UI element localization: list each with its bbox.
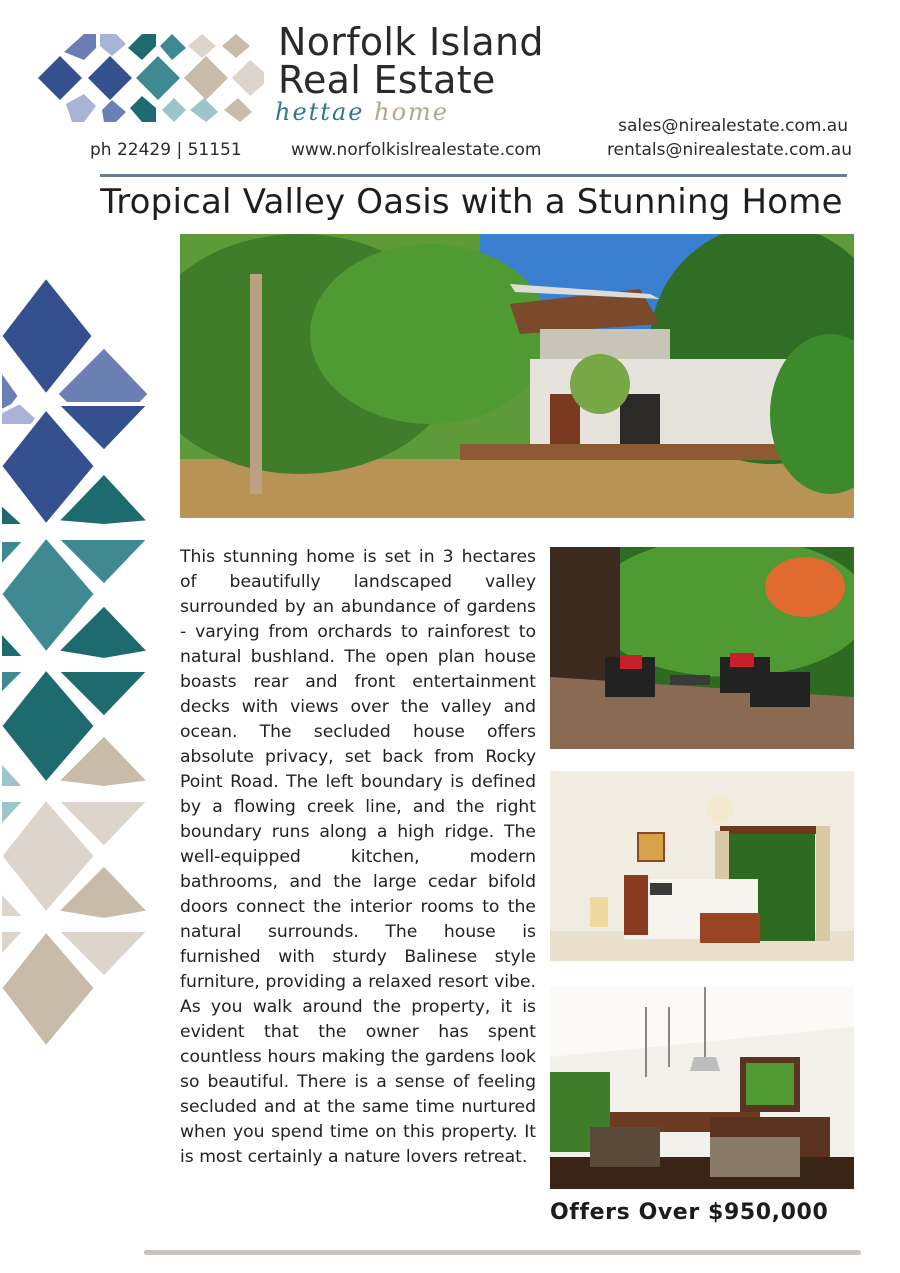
logo-mosaic-icon — [36, 32, 266, 124]
price-label: Offers Over $950,000 — [550, 1200, 829, 1225]
phone-number: ph 22429 | 51151 — [90, 140, 242, 160]
hero-house-photo — [180, 234, 854, 518]
header-divider — [100, 174, 847, 177]
footer-divider — [144, 1250, 861, 1255]
website-link[interactable]: www.norfolkislrealestate.com — [291, 140, 542, 160]
listing-description: This stunning home is set in 3 hectares of beautifully landscaped valley surrounded by an abundance of gardens - varying from orchards to rainforest to natural bushland. The open plan house boasts rear and front entertainment decks with views over the valley and ocean. The secluded house offers absolute privacy, set back from Rocky Point Road. The left boundary is defined by a flowing creek line, and the right boundary runs along a high ridge. The well-equipped kitchen, modern bathrooms, and the large cedar bifold doors connect the interior rooms to the natural surrounds. The house is furnished with sturdy Balinese style furniture, providing a relaxed resort vibe. As you walk around the property, it is evident that the owner has spent countless hours making the gardens look so beautiful. There is a sense of feeling secluded and at the same time nurtured when you spend time on this property. It is most certainly a nature lovers retreat. — [180, 547, 536, 1167]
listing-title: Tropical Valley Oasis with a Stunning Home — [100, 182, 843, 222]
tagline-part2: home — [374, 98, 449, 126]
tagline-part1: hettae — [275, 98, 365, 126]
brand-name-line2: Real Estate — [278, 58, 496, 102]
rentals-email-link[interactable]: rentals@nirealestate.com.au — [606, 140, 852, 160]
brand-name-line1: Norfolk Island — [278, 20, 544, 64]
sales-email-link[interactable]: sales@nirealestate.com.au — [618, 116, 848, 136]
kitchen-photo — [550, 987, 854, 1189]
deck-photo — [550, 547, 854, 749]
side-diamond-pattern-icon — [0, 276, 160, 1056]
bedroom-photo — [550, 771, 854, 961]
brand-tagline — [275, 98, 449, 126]
